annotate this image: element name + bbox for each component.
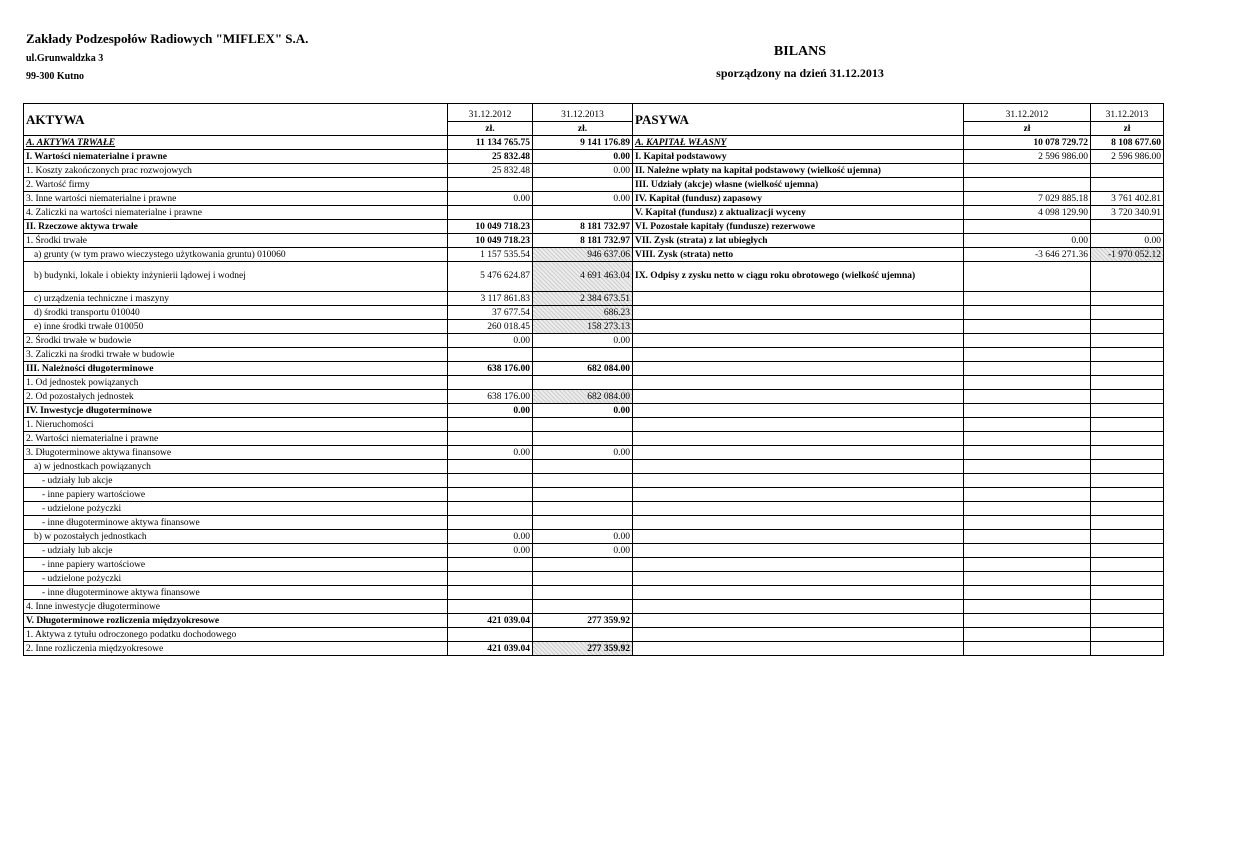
aktywa-value-2013: 0.00 [533, 164, 633, 178]
pasywa-item-label [633, 572, 964, 586]
table-row [24, 206, 1164, 220]
pasywa-value-2013: 2 596 986.00 [1091, 150, 1164, 164]
aktywa-item-label: a) grunty (w tym prawo wieczystego użytkowania gruntu) 010060 [24, 248, 448, 262]
aktywa-value-2013 [533, 418, 633, 432]
aktywa-value-2013 [533, 460, 633, 474]
pasywa-item-label: IX. Odpisy z zysku netto w ciągu roku obrotowego (wielkość ujemna) [633, 262, 964, 292]
table-row [24, 136, 1164, 150]
aktywa-value-2012 [448, 572, 533, 586]
pasywa-value-2012: 0.00 [964, 234, 1091, 248]
pasywa-item-label [633, 348, 964, 362]
table-row [24, 432, 1164, 446]
pasywa-value-2012 [964, 544, 1091, 558]
aktywa-item-label: - inne papiery wartościowe [24, 488, 448, 502]
pasywa-value-2012 [964, 488, 1091, 502]
aktywa-item-label: 4. Zaliczki na wartości niematerialne i prawne [24, 206, 448, 220]
pasywa-value-2013 [1091, 404, 1164, 418]
aktywa-value-2013 [533, 600, 633, 614]
table-row [24, 600, 1164, 614]
aktywa-value-2013: 4 691 463.04 [533, 262, 633, 292]
pasywa-item-label [633, 390, 964, 404]
aktywa-value-2012: 10 049 718.23 [448, 234, 533, 248]
table-row [24, 234, 1164, 248]
aktywa-value-2013: 277 359.92 [533, 642, 633, 656]
pasywa-value-2012 [964, 220, 1091, 234]
pasywa-value-2012 [964, 502, 1091, 516]
aktywa-value-2012 [448, 586, 533, 600]
pasywa-value-2013: 3 761 402.81 [1091, 192, 1164, 206]
aktywa-value-2013 [533, 474, 633, 488]
pasywa-value-2012 [964, 334, 1091, 348]
table-row [24, 178, 1164, 192]
pasywa-value-2013: 0.00 [1091, 234, 1164, 248]
pasywa-value-2013: -1 970 052.12 [1091, 248, 1164, 262]
pasywa-value-2013: 3 720 340.91 [1091, 206, 1164, 220]
pasywa-item-label [633, 306, 964, 320]
aktywa-value-2013 [533, 488, 633, 502]
aktywa-value-2012: 0.00 [448, 530, 533, 544]
aktywa-value-2013: 686.23 [533, 306, 633, 320]
table-row [24, 248, 1164, 262]
aktywa-value-2012: 1 157 535.54 [448, 248, 533, 262]
aktywa-value-2012: 5 476 624.87 [448, 262, 533, 292]
pasywa-value-2012 [964, 628, 1091, 642]
pasywa-value-2012 [964, 460, 1091, 474]
pasywa-header: PASYWA [633, 104, 964, 136]
pasywa-unit2: zł [1091, 122, 1164, 136]
pasywa-value-2013 [1091, 628, 1164, 642]
aktywa-value-2012 [448, 348, 533, 362]
aktywa-value-2013: 0.00 [533, 192, 633, 206]
pasywa-value-2012 [964, 376, 1091, 390]
pasywa-item-label [633, 446, 964, 460]
aktywa-value-2012 [448, 474, 533, 488]
pasywa-item-label [633, 334, 964, 348]
pasywa-item-label [633, 432, 964, 446]
table-row [24, 390, 1164, 404]
aktywa-item-label: V. Długoterminowe rozliczenia międzyokresowe [24, 614, 448, 628]
aktywa-value-2013: 8 181 732.97 [533, 234, 633, 248]
table-row [24, 586, 1164, 600]
table-row [24, 474, 1164, 488]
aktywa-value-2012: 0.00 [448, 192, 533, 206]
aktywa-item-label: 2. Środki trwałe w budowie [24, 334, 448, 348]
aktywa-item-label: 1. Środki trwałe [24, 234, 448, 248]
aktywa-item-label: 2. Wartości niematerialne i prawne [24, 432, 448, 446]
aktywa-value-2012 [448, 488, 533, 502]
table-row [24, 150, 1164, 164]
pasywa-value-2012 [964, 164, 1091, 178]
pasywa-item-label: VI. Pozostałe kapitały (fundusze) rezerwowe [633, 220, 964, 234]
aktywa-value-2013: 158 273.13 [533, 320, 633, 334]
aktywa-value-2012: 0.00 [448, 334, 533, 348]
aktywa-item-label: b) budynki, lokale i obiekty inżynierii lądowej i wodnej [24, 262, 448, 292]
aktywa-item-label: IV. Inwestycje długoterminowe [24, 404, 448, 418]
aktywa-item-label: 3. Długoterminowe aktywa finansowe [24, 446, 448, 460]
table-row [24, 460, 1164, 474]
table-row [24, 334, 1164, 348]
pasywa-value-2013 [1091, 558, 1164, 572]
pasywa-value-2012: -3 646 271.36 [964, 248, 1091, 262]
pasywa-value-2013 [1091, 334, 1164, 348]
aktywa-value-2012: 638 176.00 [448, 390, 533, 404]
pasywa-value-2013: 8 108 677.60 [1091, 136, 1164, 150]
aktywa-value-2012 [448, 628, 533, 642]
aktywa-value-2013: 682 084.00 [533, 390, 633, 404]
pasywa-unit1: zł [964, 122, 1091, 136]
aktywa-value-2013 [533, 628, 633, 642]
pasywa-value-2013 [1091, 516, 1164, 530]
aktywa-item-label: 2. Wartość firmy [24, 178, 448, 192]
aktywa-item-label: 1. Od jednostek powiązanych [24, 376, 448, 390]
pasywa-item-label [633, 516, 964, 530]
pasywa-item-label: I. Kapitał podstawowy [633, 150, 964, 164]
aktywa-item-label: I. Wartości niematerialne i prawne [24, 150, 448, 164]
pasywa-value-2012 [964, 348, 1091, 362]
table-row [24, 516, 1164, 530]
table-row [24, 418, 1164, 432]
pasywa-value-2013 [1091, 362, 1164, 376]
pasywa-value-2013 [1091, 544, 1164, 558]
pasywa-item-label: VII. Zysk (strata) z lat ubiegłych [633, 234, 964, 248]
aktywa-item-label: 1. Nieruchomości [24, 418, 448, 432]
pasywa-item-label [633, 474, 964, 488]
aktywa-value-2013 [533, 502, 633, 516]
table-row [24, 558, 1164, 572]
pasywa-value-2013 [1091, 474, 1164, 488]
pasywa-item-label [633, 460, 964, 474]
pasywa-value-2013 [1091, 614, 1164, 628]
pasywa-value-2013 [1091, 460, 1164, 474]
pasywa-value-2012 [964, 530, 1091, 544]
pasywa-item-label [633, 502, 964, 516]
aktywa-value-2013: 0.00 [533, 530, 633, 544]
aktywa-value-2012 [448, 558, 533, 572]
pasywa-value-2012 [964, 362, 1091, 376]
pasywa-item-label: II. Należne wpłaty na kapitał podstawowy (wielkość ujemna) [633, 164, 964, 178]
aktywa-header: AKTYWA [24, 104, 448, 136]
pasywa-item-label: III. Udziały (akcje) własne (wielkość ujemna) [633, 178, 964, 192]
aktywa-value-2013: 682 084.00 [533, 362, 633, 376]
aktywa-value-2013: 0.00 [533, 544, 633, 558]
aktywa-value-2012: 638 176.00 [448, 362, 533, 376]
aktywa-item-label: d) środki transportu 010040 [24, 306, 448, 320]
aktywa-value-2013: 0.00 [533, 446, 633, 460]
pasywa-value-2013 [1091, 320, 1164, 334]
aktywa-item-label: 3. Zaliczki na środki trwałe w budowie [24, 348, 448, 362]
aktywa-value-2013 [533, 432, 633, 446]
table-row [24, 320, 1164, 334]
pasywa-item-label: V. Kapitał (fundusz) z aktualizacji wyceny [633, 206, 964, 220]
balance-sheet-table [23, 103, 1164, 656]
aktywa-value-2012: 25 832.48 [448, 150, 533, 164]
pasywa-item-label [633, 404, 964, 418]
aktywa-value-2012 [448, 432, 533, 446]
company-name: Zakłady Podzespołów Radiowych "MIFLEX" S.A. [26, 31, 309, 46]
aktywa-value-2013 [533, 348, 633, 362]
table-row [24, 192, 1164, 206]
aktywa-item-label: e) inne środki trwałe 010050 [24, 320, 448, 334]
aktywa-item-label: - inne papiery wartościowe [24, 558, 448, 572]
table-row [24, 572, 1164, 586]
aktywa-value-2013: 946 637.06 [533, 248, 633, 262]
document-title-block [640, 44, 960, 80]
aktywa-value-2013 [533, 178, 633, 192]
pasywa-item-label [633, 642, 964, 656]
aktywa-item-label: a) w jednostkach powiązanych [24, 460, 448, 474]
aktywa-value-2012: 421 039.04 [448, 642, 533, 656]
pasywa-value-2013 [1091, 446, 1164, 460]
pasywa-value-2012 [964, 446, 1091, 460]
aktywa-value-2013 [533, 206, 633, 220]
table-row [24, 544, 1164, 558]
pasywa-value-2013 [1091, 178, 1164, 192]
aktywa-value-2012 [448, 502, 533, 516]
pasywa-item-label [633, 614, 964, 628]
aktywa-value-2012: 0.00 [448, 544, 533, 558]
pasywa-value-2013 [1091, 572, 1164, 586]
aktywa-value-2013 [533, 516, 633, 530]
pasywa-value-2012 [964, 404, 1091, 418]
table-row [24, 164, 1164, 178]
pasywa-year1: 31.12.2012 [964, 104, 1091, 122]
pasywa-value-2013 [1091, 306, 1164, 320]
pasywa-value-2013 [1091, 586, 1164, 600]
pasywa-year2: 31.12.2013 [1091, 104, 1164, 122]
pasywa-value-2012: 2 596 986.00 [964, 150, 1091, 164]
aktywa-item-label: - udzielone pożyczki [24, 572, 448, 586]
aktywa-value-2012: 0.00 [448, 446, 533, 460]
table-row [24, 614, 1164, 628]
pasywa-value-2012 [964, 614, 1091, 628]
aktywa-value-2012: 3 117 861.83 [448, 292, 533, 306]
table-row [24, 306, 1164, 320]
pasywa-value-2013 [1091, 262, 1164, 292]
pasywa-item-label [633, 586, 964, 600]
pasywa-value-2013 [1091, 530, 1164, 544]
aktywa-value-2013 [533, 572, 633, 586]
aktywa-value-2013: 8 181 732.97 [533, 220, 633, 234]
pasywa-value-2013 [1091, 642, 1164, 656]
pasywa-value-2013 [1091, 292, 1164, 306]
pasywa-item-label: A. KAPITAŁ WŁASNY [633, 136, 964, 150]
aktywa-value-2012: 25 832.48 [448, 164, 533, 178]
aktywa-item-label: - udziały lub akcje [24, 474, 448, 488]
balance-sheet-body [24, 104, 1164, 656]
company-header [26, 30, 308, 83]
aktywa-value-2013: 9 141 176.89 [533, 136, 633, 150]
aktywa-year2: 31.12.2013 [533, 104, 633, 122]
pasywa-value-2013 [1091, 220, 1164, 234]
aktywa-item-label: 2. Inne rozliczenia międzyokresowe [24, 642, 448, 656]
aktywa-item-label: c) urządzenia techniczne i maszyny [24, 292, 448, 306]
pasywa-value-2012 [964, 572, 1091, 586]
document-title: BILANS [773, 44, 827, 59]
pasywa-item-label [633, 362, 964, 376]
aktywa-item-label: A. AKTYWA TRWAŁE [24, 136, 448, 150]
aktywa-year1: 31.12.2012 [448, 104, 533, 122]
aktywa-value-2012 [448, 206, 533, 220]
pasywa-value-2012 [964, 306, 1091, 320]
pasywa-value-2012: 10 078 729.72 [964, 136, 1091, 150]
pasywa-value-2012 [964, 292, 1091, 306]
aktywa-unit2: zł. [533, 122, 633, 136]
pasywa-value-2012 [964, 516, 1091, 530]
table-row [24, 446, 1164, 460]
aktywa-item-label: - inne długoterminowe aktywa finansowe [24, 516, 448, 530]
aktywa-value-2013: 0.00 [533, 150, 633, 164]
pasywa-value-2012 [964, 320, 1091, 334]
aktywa-item-label: II. Rzeczowe aktywa trwałe [24, 220, 448, 234]
table-row [24, 530, 1164, 544]
pasywa-item-label: VIII. Zysk (strata) netto [633, 248, 964, 262]
aktywa-value-2012: 10 049 718.23 [448, 220, 533, 234]
pasywa-item-label: IV. Kapitał (fundusz) zapasowy [633, 192, 964, 206]
aktywa-value-2013 [533, 558, 633, 572]
pasywa-item-label [633, 418, 964, 432]
table-row [24, 488, 1164, 502]
aktywa-item-label: - udziały lub akcje [24, 544, 448, 558]
table-row [24, 362, 1164, 376]
table-row [24, 404, 1164, 418]
table-row [24, 292, 1164, 306]
aktywa-item-label: 1. Aktywa z tytułu odroczonego podatku dochodowego [24, 628, 448, 642]
aktywa-value-2012 [448, 178, 533, 192]
pasywa-item-label [633, 292, 964, 306]
aktywa-item-label: - inne długoterminowe aktywa finansowe [24, 586, 448, 600]
pasywa-value-2012 [964, 432, 1091, 446]
pasywa-value-2012 [964, 390, 1091, 404]
pasywa-value-2013 [1091, 348, 1164, 362]
pasywa-value-2013 [1091, 418, 1164, 432]
aktywa-value-2012: 11 134 765.75 [448, 136, 533, 150]
aktywa-value-2012 [448, 600, 533, 614]
table-row [24, 628, 1164, 642]
pasywa-item-label [633, 558, 964, 572]
pasywa-value-2012 [964, 418, 1091, 432]
table-row [24, 376, 1164, 390]
pasywa-item-label [633, 488, 964, 502]
pasywa-value-2013 [1091, 376, 1164, 390]
table-row [24, 348, 1164, 362]
aktywa-value-2012: 37 677.54 [448, 306, 533, 320]
pasywa-value-2012 [964, 600, 1091, 614]
aktywa-unit1: zł. [448, 122, 533, 136]
aktywa-value-2013 [533, 586, 633, 600]
aktywa-value-2012 [448, 516, 533, 530]
document-subtitle: sporządzony na dzień 31.12.2013 [716, 66, 884, 80]
aktywa-value-2012: 260 018.45 [448, 320, 533, 334]
aktywa-item-label: III. Należności długoterminowe [24, 362, 448, 376]
aktywa-value-2012 [448, 376, 533, 390]
pasywa-value-2012 [964, 262, 1091, 292]
pasywa-value-2012: 4 098 129.90 [964, 206, 1091, 220]
pasywa-item-label [633, 530, 964, 544]
aktywa-value-2012: 0.00 [448, 404, 533, 418]
pasywa-item-label [633, 320, 964, 334]
table-row [24, 262, 1164, 292]
pasywa-value-2012 [964, 586, 1091, 600]
aktywa-value-2013 [533, 376, 633, 390]
pasywa-value-2013 [1091, 488, 1164, 502]
pasywa-item-label [633, 544, 964, 558]
pasywa-value-2012 [964, 642, 1091, 656]
pasywa-value-2012: 7 029 885.18 [964, 192, 1091, 206]
pasywa-value-2012 [964, 178, 1091, 192]
table-row [24, 220, 1164, 234]
company-city: 99-300 Kutno [26, 71, 85, 82]
aktywa-value-2013: 277 359.92 [533, 614, 633, 628]
aktywa-item-label: 4. Inne inwestycje długoterminowe [24, 600, 448, 614]
pasywa-value-2012 [964, 558, 1091, 572]
header-row [24, 104, 1164, 122]
pasywa-item-label [633, 628, 964, 642]
aktywa-value-2013: 0.00 [533, 404, 633, 418]
company-street: ul.Grunwaldzka 3 [26, 53, 104, 64]
pasywa-value-2013 [1091, 432, 1164, 446]
pasywa-value-2013 [1091, 502, 1164, 516]
table-row [24, 502, 1164, 516]
table-row [24, 642, 1164, 656]
pasywa-value-2012 [964, 474, 1091, 488]
aktywa-value-2013: 2 384 673.51 [533, 292, 633, 306]
pasywa-value-2013 [1091, 600, 1164, 614]
aktywa-item-label: 1. Koszty zakończonych prac rozwojowych [24, 164, 448, 178]
aktywa-item-label: b) w pozostałych jednostkach [24, 530, 448, 544]
aktywa-value-2013: 0.00 [533, 334, 633, 348]
aktywa-item-label: - udzielone pożyczki [24, 502, 448, 516]
aktywa-item-label: 3. Inne wartości niematerialne i prawne [24, 192, 448, 206]
aktywa-value-2012: 421 039.04 [448, 614, 533, 628]
aktywa-value-2012 [448, 460, 533, 474]
pasywa-value-2013 [1091, 164, 1164, 178]
pasywa-value-2013 [1091, 390, 1164, 404]
aktywa-item-label: 2. Od pozostałych jednostek [24, 390, 448, 404]
pasywa-item-label [633, 376, 964, 390]
pasywa-item-label [633, 600, 964, 614]
aktywa-value-2012 [448, 418, 533, 432]
